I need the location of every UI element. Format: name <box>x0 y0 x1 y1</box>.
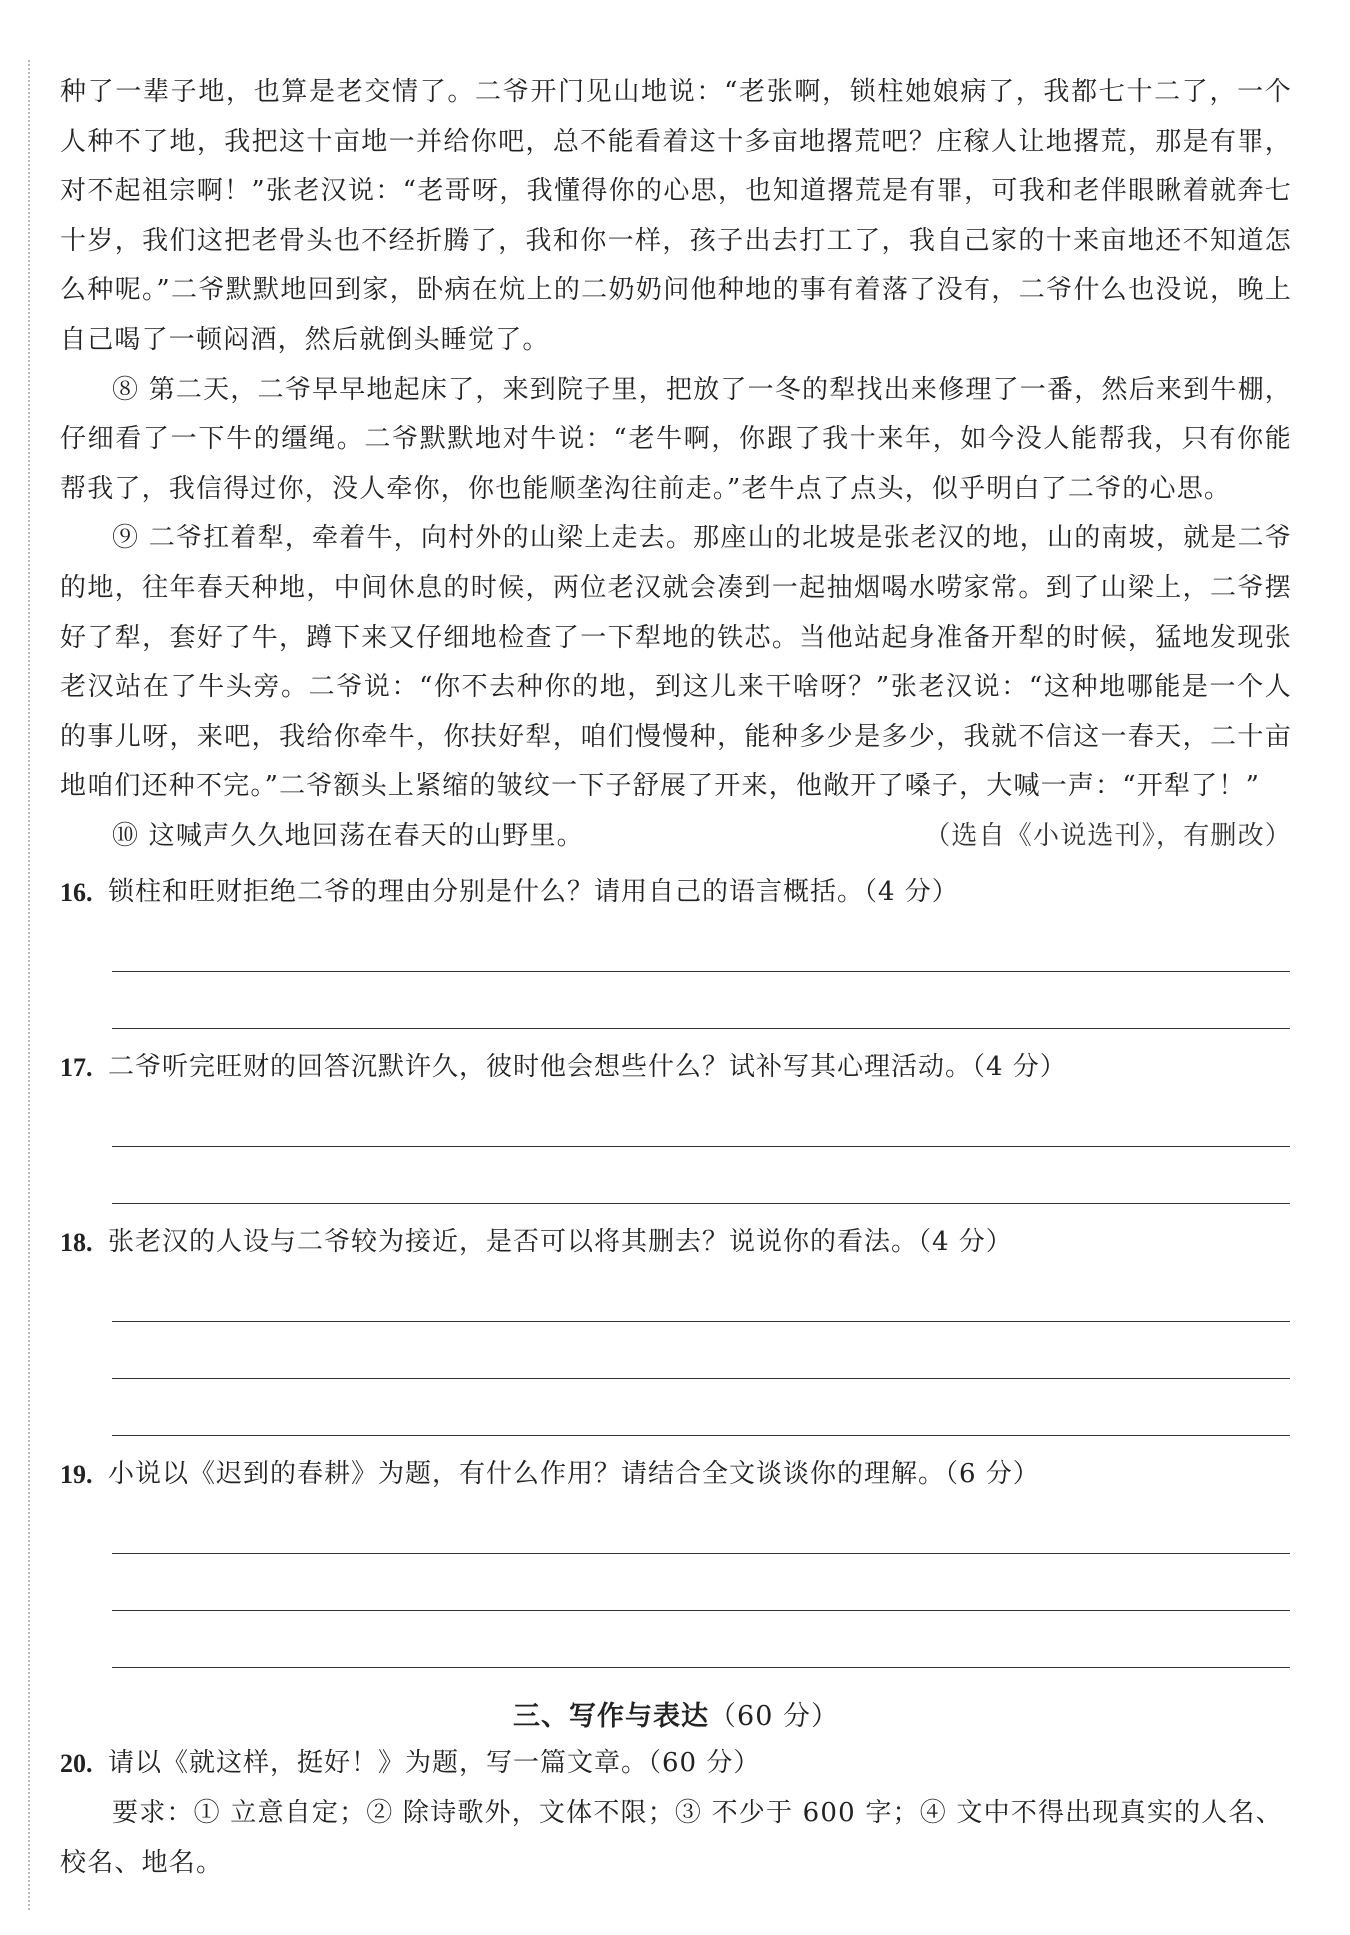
section-title-text: 三、写作与表达 <box>513 1700 710 1732</box>
binding-margin-rule <box>28 60 30 1910</box>
question-text: 锁柱和旺财拒绝二爷的理由分别是什么？请用自己的语言概括。（4 分） <box>108 876 959 907</box>
section-title-writing <box>60 1694 1292 1733</box>
answer-line[interactable] <box>112 1322 1290 1379</box>
question-17 <box>60 1043 1292 1092</box>
question-text: 张老汉的人设与二爷较为接近，是否可以将其删去？说说你的看法。（4 分） <box>108 1226 1013 1257</box>
question-number: 20. <box>60 1748 93 1778</box>
passage-paragraph-7-continued: 种了一辈子地，也算是老交情了。二爷开门见山地说：“老张啊，锁柱她娘病了，我都七十二了，一个人种不了地，我把这十亩地一并给你吧，总不能看着这十多亩地撂荒吧？庄稼人让地撂荒，那是有罪，对不起祖宗啊！”张老汉说：“老哥呀，我懂得你的心思，也知道撂荒是有罪，可我和老伴眼瞅着就奔七十岁，我们这把老骨头也不经折腾了，我和你一样，孩子出去打工了，我自己家的十来亩地还不知道怎么种呢。”二爷默默地回到家，卧病在炕上的二奶奶问他种地的事有着落了没有，二爷什么也没说，晚上自己喝了一顿闷酒，然后就倒头睡觉了。 <box>60 77 1292 355</box>
passage-closing-line <box>60 812 1292 862</box>
question-text: 小说以《迟到的春耕》为题，有什么作用？请结合全文谈谈你的理解。（6 分） <box>108 1458 1040 1489</box>
question-19 <box>60 1450 1292 1499</box>
answer-line[interactable] <box>112 1379 1290 1436</box>
answer-line[interactable] <box>112 1499 1290 1554</box>
question-18 <box>60 1218 1292 1267</box>
question-number: 19. <box>60 1459 93 1489</box>
answer-line[interactable] <box>112 1092 1290 1147</box>
question-number: 16. <box>60 877 93 907</box>
passage-paragraph-8: ⑧ 第二天，二爷早早地起床了，来到院子里，把放了一冬的犁找出来修理了一番，然后来到牛棚，仔细看了一下牛的缰绳。二爷默默地对牛说：“老牛啊，你跟了我十来年，如今没人能帮我，只有你能帮我了，我信得过你，没人牵你，你也能顺垄沟往前走。”老牛点了点头，似乎明白了二爷的心思。 <box>60 374 1292 504</box>
question-number: 17. <box>60 1052 93 1082</box>
question-20 <box>60 1739 1292 1788</box>
passage-source: （选自《小说选刊》，有删改） <box>924 820 1292 851</box>
answer-line[interactable] <box>112 1554 1290 1611</box>
question-text: 请以《就这样，挺好！》为题，写一篇文章。（60 分） <box>108 1747 761 1778</box>
answer-line[interactable] <box>112 1267 1290 1322</box>
exam-page <box>60 68 1292 1888</box>
answer-line[interactable] <box>112 917 1290 972</box>
section-score: （60 分） <box>709 1700 839 1732</box>
question-16 <box>60 868 1292 917</box>
question-text: 二爷听完旺财的回答沉默许久，彼时他会想些什么？试补写其心理活动。（4 分） <box>108 1051 1067 1082</box>
answer-line[interactable] <box>112 1611 1290 1668</box>
answer-line[interactable] <box>112 972 1290 1029</box>
question-number: 18. <box>60 1227 93 1257</box>
passage-paragraph-10: ⑩ 这喊声久久地回荡在春天的山野里。 <box>112 820 584 851</box>
passage-paragraph-9: ⑨ 二爷扛着犁，牵着牛，向村外的山梁上走去。那座山的北坡是张老汉的地，山的南坡，就是二爷的地，往年春天种地，中间休息的时候，两位老汉就会凑到一起抽烟喝水唠家常。到了山梁上，二爷摆好了犁，套好了牛，蹲下来又仔细地检查了一下犁地的铁芯。当他站起身准备开犁的时候，猛地发现张老汉站在了牛头旁。二爷说：“你不去种你的地，到这儿来干啥呀？”张老汉说：“这种地哪能是一个人的事儿呀，来吧，我给你牵牛，你扶好犁，咱们慢慢种，能种多少是多少，我就不信这一春天，二十亩地咱们还种不完。”二爷额头上紧缩的皱纹一下子舒展了开来，他敞开了嗓子，大喊一声：“开犁了！” <box>60 523 1292 802</box>
writing-requirements: 要求：① 立意自定；② 除诗歌外，文体不限；③ 不少于 600 字；④ 文中不得出现真实的人名、校名、地名。 <box>60 1797 1283 1878</box>
answer-line[interactable] <box>112 1147 1290 1204</box>
